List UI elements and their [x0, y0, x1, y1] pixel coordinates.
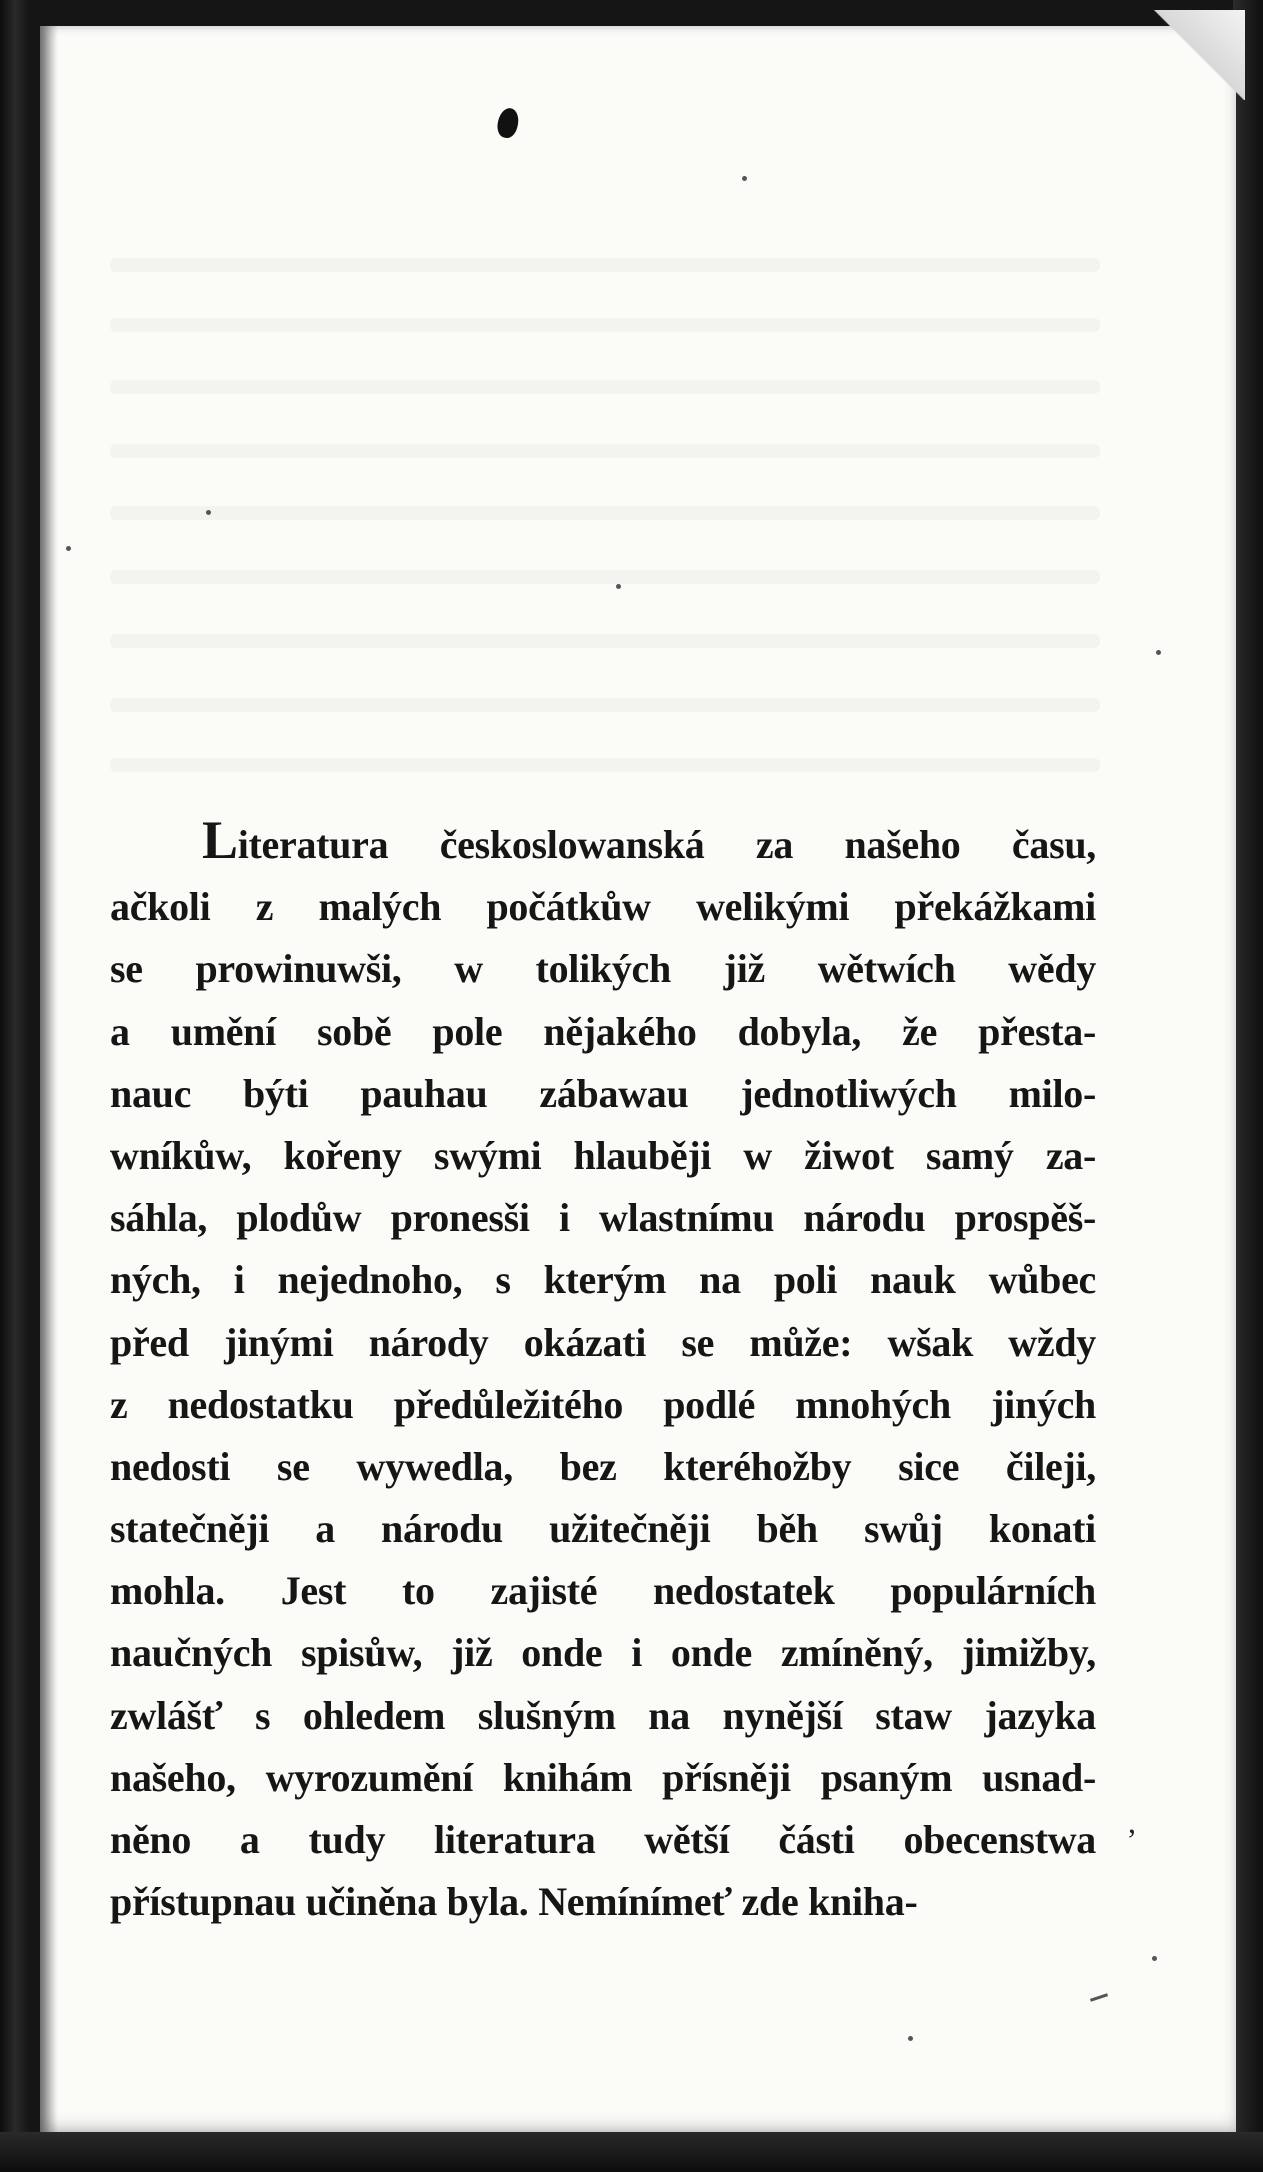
- text-line-18: přístupnau učiněna byla. Nemínímeť zde kniha-: [110, 1879, 918, 1925]
- text-line-15: zwlášť s ohledem slušným na nynější staw jazyka: [110, 1692, 1096, 1738]
- paper-speck: [742, 176, 747, 181]
- text-line-17: něno a tudy literatura wětší části obecenstwa: [110, 1817, 1096, 1862]
- paper-speck: [66, 546, 71, 551]
- text-line-12: statečněji a národu užitečněji běh swůj konati: [110, 1506, 1096, 1552]
- text-line-3: se prowinuwši, w tolikých již wětwích wědy: [110, 946, 1096, 992]
- text-line-9: před jinými národy okázati se může: wšak wždy: [110, 1319, 1096, 1365]
- text-line-1: Literatura českoslowanská za našeho času,: [202, 814, 1096, 870]
- text-line-6: wníkůw, kořeny swými hlauběji w žiwot samý za-: [110, 1132, 1096, 1178]
- bleed-through-line: [110, 318, 1100, 332]
- text-line-5: nauc býti pauhau zábawau jednotliwých milo-: [110, 1070, 1096, 1116]
- book-spine-edge: [0, 0, 30, 2172]
- paper-speck: [616, 584, 621, 589]
- text-line-11: nedosti se wywedla, bez kteréhožby sice čileji,: [110, 1443, 1096, 1489]
- text-line-14: naučných spisůw, již onde i onde zmíněný, jimižby,: [110, 1630, 1096, 1676]
- paper-speck: [1152, 1956, 1157, 1961]
- text-line-10: z nedostatku předůležitého podlé mnohých jiných: [110, 1381, 1096, 1427]
- page-right-edge: [1233, 0, 1263, 2172]
- gutter-shadow: [40, 26, 58, 2136]
- text-line-13: mohla. Jest to zajisté nedostatek populárních: [110, 1568, 1096, 1614]
- body-paragraph: [110, 814, 1096, 1933]
- text-line-2: ačkoli z malých počátkůw welikými překážkami: [110, 884, 1096, 930]
- bleed-through-line: [110, 698, 1100, 712]
- stray-comma-mark: ,: [1128, 1804, 1136, 1840]
- initial-letter: L: [202, 814, 238, 870]
- page-bottom-edge: [0, 2132, 1263, 2172]
- bleed-through-line: [110, 634, 1100, 648]
- paper-speck: [1156, 650, 1161, 655]
- bleed-through-line: [110, 758, 1100, 772]
- text-line-7: sáhla, plodůw pronesši i wlastnímu národu prospěš-: [110, 1195, 1096, 1241]
- text-line-4: a umění sobě pole nějakého dobyla, že přesta-: [110, 1008, 1096, 1054]
- folded-corner: [1135, 10, 1245, 100]
- text-line-8: ných, i nejednoho, s kterým na poli nauk wůbec: [110, 1257, 1096, 1303]
- bleed-through-line: [110, 380, 1100, 394]
- paper-speck: [908, 2036, 913, 2041]
- bleed-through-line: [110, 506, 1100, 520]
- bleed-through-line: [110, 444, 1100, 458]
- bleed-through-line: [110, 570, 1100, 584]
- paper-speck: [206, 510, 211, 515]
- bleed-through-line: [110, 258, 1100, 272]
- text-line-16: našeho, wyrozumění knihám přísněji psaným usnad-: [110, 1754, 1096, 1800]
